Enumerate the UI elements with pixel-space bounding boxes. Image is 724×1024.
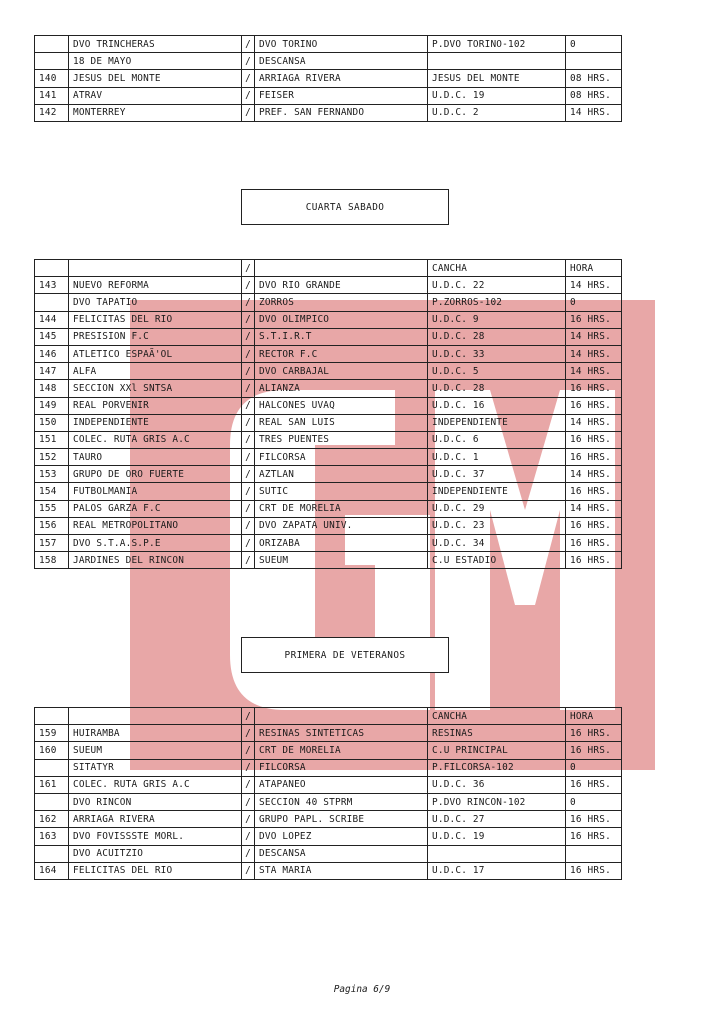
separator-cell: / <box>242 311 255 328</box>
home-team-cell: FUTBOLMANIA <box>69 483 242 500</box>
separator-cell: / <box>242 776 255 793</box>
time-cell: 08 HRS. <box>566 70 622 87</box>
home-team-cell: DVO RINCON <box>69 793 242 810</box>
match-number-cell: 156 <box>35 517 69 534</box>
time-cell: 16 HRS. <box>566 862 622 879</box>
separator-cell: / <box>242 414 255 431</box>
field-cell: RESINAS <box>428 725 566 742</box>
home-team-cell: SITATYR <box>69 759 242 776</box>
match-number-cell: 160 <box>35 742 69 759</box>
away-team-cell: CRT DE MORELIA <box>255 742 428 759</box>
table-row <box>35 466 622 483</box>
field-cell: U.D.C. 6 <box>428 431 566 448</box>
field-cell <box>428 845 566 862</box>
home-team-cell: SUEUM <box>69 742 242 759</box>
table-row <box>35 87 622 104</box>
home-team-cell <box>69 708 242 725</box>
away-team-cell: SUTIC <box>255 483 428 500</box>
away-team-cell: DVO TORINO <box>255 36 428 53</box>
field-cell: P.DVO TORINO-102 <box>428 36 566 53</box>
table-row <box>35 759 622 776</box>
away-team-cell: ORIZABA <box>255 535 428 552</box>
separator-cell: / <box>242 862 255 879</box>
match-number-cell <box>35 759 69 776</box>
time-cell: 14 HRS. <box>566 104 622 121</box>
field-cell: U.D.C. 2 <box>428 104 566 121</box>
match-number-cell: 158 <box>35 552 69 569</box>
time-cell: 16 HRS. <box>566 811 622 828</box>
field-cell: CANCHA <box>428 260 566 277</box>
away-team-cell: DESCANSA <box>255 845 428 862</box>
field-cell: U.D.C. 23 <box>428 517 566 534</box>
table-row <box>35 449 622 466</box>
separator-cell: / <box>242 260 255 277</box>
time-cell: 14 HRS. <box>566 414 622 431</box>
field-cell: U.D.C. 19 <box>428 87 566 104</box>
away-team-cell: CRT DE MORELIA <box>255 500 428 517</box>
time-cell: 16 HRS. <box>566 535 622 552</box>
field-cell: U.D.C. 37 <box>428 466 566 483</box>
schedule-table-primera-veteranos <box>34 707 622 880</box>
separator-cell: / <box>242 725 255 742</box>
time-cell: 16 HRS. <box>566 311 622 328</box>
home-team-cell: DVO TRINCHERAS <box>69 36 242 53</box>
field-cell: U.D.C. 16 <box>428 397 566 414</box>
table-row <box>35 793 622 810</box>
field-cell <box>428 53 566 70</box>
away-team-cell: DVO CARBAJAL <box>255 363 428 380</box>
separator-cell: / <box>242 708 255 725</box>
field-cell: C.U ESTADIO <box>428 552 566 569</box>
separator-cell: / <box>242 104 255 121</box>
time-cell: HORA <box>566 708 622 725</box>
time-cell: 16 HRS. <box>566 742 622 759</box>
time-cell: 16 HRS. <box>566 517 622 534</box>
home-team-cell: DVO TAPATIO <box>69 294 242 311</box>
match-number-cell: 140 <box>35 70 69 87</box>
away-team-cell: FILCORSA <box>255 759 428 776</box>
separator-cell: / <box>242 466 255 483</box>
table-row <box>35 363 622 380</box>
time-cell: 16 HRS. <box>566 483 622 500</box>
separator-cell: / <box>242 552 255 569</box>
separator-cell: / <box>242 517 255 534</box>
separator-cell: / <box>242 328 255 345</box>
separator-cell: / <box>242 742 255 759</box>
separator-cell: / <box>242 828 255 845</box>
home-team-cell: JESUS DEL MONTE <box>69 70 242 87</box>
match-number-cell <box>35 294 69 311</box>
match-number-cell: 154 <box>35 483 69 500</box>
match-number-cell: 151 <box>35 431 69 448</box>
home-team-cell: JARDINES DEL RINCON <box>69 552 242 569</box>
match-number-cell: 144 <box>35 311 69 328</box>
away-team-cell: DVO ZAPATA UNIV. <box>255 517 428 534</box>
away-team-cell: AZTLAN <box>255 466 428 483</box>
field-cell: U.D.C. 5 <box>428 363 566 380</box>
section-title-cuarta-sabado: CUARTA SABADO <box>241 189 449 225</box>
time-cell: 16 HRS. <box>566 776 622 793</box>
match-number-cell: 143 <box>35 277 69 294</box>
match-number-cell: 153 <box>35 466 69 483</box>
table-row <box>35 311 622 328</box>
home-team-cell: DVO FOVISSSTE MORL. <box>69 828 242 845</box>
table-row <box>35 776 622 793</box>
section-title-primera-veteranos: PRIMERA DE VETERANOS <box>241 637 449 673</box>
match-number-cell <box>35 36 69 53</box>
separator-cell: / <box>242 380 255 397</box>
schedule-table-cuarta-sabado <box>34 259 622 569</box>
away-team-cell: DVO OLIMPICO <box>255 311 428 328</box>
away-team-cell: ATAPANEO <box>255 776 428 793</box>
field-cell: CANCHA <box>428 708 566 725</box>
home-team-cell: HUIRAMBA <box>69 725 242 742</box>
home-team-cell: COLEC. RUTA GRIS A.C <box>69 431 242 448</box>
separator-cell: / <box>242 431 255 448</box>
time-cell: 16 HRS. <box>566 397 622 414</box>
table-row <box>35 742 622 759</box>
separator-cell: / <box>242 483 255 500</box>
home-team-cell: DVO S.T.A.S.P.E <box>69 535 242 552</box>
time-cell: HORA <box>566 260 622 277</box>
home-team-cell: ATRAV <box>69 87 242 104</box>
table-row <box>35 725 622 742</box>
table-row <box>35 104 622 121</box>
home-team-cell: FELICITAS DEL RIO <box>69 311 242 328</box>
match-number-cell: 148 <box>35 380 69 397</box>
away-team-cell: FILCORSA <box>255 449 428 466</box>
separator-cell: / <box>242 363 255 380</box>
home-team-cell: REAL PORVENIR <box>69 397 242 414</box>
table-row <box>35 862 622 879</box>
time-cell: 16 HRS. <box>566 552 622 569</box>
table-row <box>35 500 622 517</box>
home-team-cell: SECCION XXl SNTSA <box>69 380 242 397</box>
separator-cell: / <box>242 793 255 810</box>
home-team-cell: GRUPO DE ORO FUERTE <box>69 466 242 483</box>
separator-cell: / <box>242 345 255 362</box>
time-cell: 08 HRS. <box>566 87 622 104</box>
separator-cell: / <box>242 449 255 466</box>
away-team-cell: TRES PUENTES <box>255 431 428 448</box>
table-row <box>35 828 622 845</box>
time-cell: 0 <box>566 793 622 810</box>
away-team-cell: ARRIAGA RIVERA <box>255 70 428 87</box>
away-team-cell: ALIANZA <box>255 380 428 397</box>
match-number-cell <box>35 53 69 70</box>
home-team-cell: ATLETICO ESPAÃ'OL <box>69 345 242 362</box>
match-number-cell: 157 <box>35 535 69 552</box>
field-cell: JESUS DEL MONTE <box>428 70 566 87</box>
match-number-cell: 145 <box>35 328 69 345</box>
match-number-cell: 147 <box>35 363 69 380</box>
separator-cell: / <box>242 294 255 311</box>
match-number-cell <box>35 260 69 277</box>
field-cell: U.D.C. 17 <box>428 862 566 879</box>
home-team-cell: PALOS GARZA F.C <box>69 500 242 517</box>
table-row <box>35 294 622 311</box>
home-team-cell: DVO ACUITZIO <box>69 845 242 862</box>
field-cell: U.D.C. 29 <box>428 500 566 517</box>
field-cell: U.D.C. 28 <box>428 328 566 345</box>
field-cell: U.D.C. 27 <box>428 811 566 828</box>
table-row <box>35 397 622 414</box>
time-cell: 14 HRS. <box>566 500 622 517</box>
separator-cell: / <box>242 759 255 776</box>
time-cell: 16 HRS. <box>566 828 622 845</box>
away-team-cell: RESINAS SINTETICAS <box>255 725 428 742</box>
time-cell <box>566 53 622 70</box>
field-cell: P.ZORROS-102 <box>428 294 566 311</box>
table-row <box>35 552 622 569</box>
separator-cell: / <box>242 500 255 517</box>
match-number-cell: 159 <box>35 725 69 742</box>
home-team-cell: PRESISION F.C <box>69 328 242 345</box>
schedule-table-top <box>34 35 622 122</box>
home-team-cell: MONTERREY <box>69 104 242 121</box>
home-team-cell: ALFA <box>69 363 242 380</box>
away-team-cell: S.T.I.R.T <box>255 328 428 345</box>
time-cell: 14 HRS. <box>566 328 622 345</box>
time-cell: 14 HRS. <box>566 363 622 380</box>
time-cell: 14 HRS. <box>566 345 622 362</box>
separator-cell: / <box>242 811 255 828</box>
match-number-cell: 141 <box>35 87 69 104</box>
table-row <box>35 36 622 53</box>
match-number-cell <box>35 708 69 725</box>
table-row <box>35 53 622 70</box>
time-cell: 14 HRS. <box>566 277 622 294</box>
time-cell: 16 HRS. <box>566 449 622 466</box>
field-cell: U.D.C. 34 <box>428 535 566 552</box>
away-team-cell <box>255 260 428 277</box>
time-cell: 16 HRS. <box>566 725 622 742</box>
field-cell: U.D.C. 9 <box>428 311 566 328</box>
field-cell: U.D.C. 19 <box>428 828 566 845</box>
home-team-cell: 18 DE MAYO <box>69 53 242 70</box>
table-row <box>35 535 622 552</box>
away-team-cell: RECTOR F.C <box>255 345 428 362</box>
table-row <box>35 345 622 362</box>
table-row <box>35 431 622 448</box>
time-cell: 0 <box>566 294 622 311</box>
table-row <box>35 517 622 534</box>
time-cell: 14 HRS. <box>566 466 622 483</box>
table-row <box>35 70 622 87</box>
time-cell: 0 <box>566 36 622 53</box>
match-number-cell: 162 <box>35 811 69 828</box>
field-cell: P.DVO RINCON-102 <box>428 793 566 810</box>
field-cell: U.D.C. 33 <box>428 345 566 362</box>
match-number-cell: 155 <box>35 500 69 517</box>
match-number-cell: 152 <box>35 449 69 466</box>
home-team-cell: NUEVO REFORMA <box>69 277 242 294</box>
separator-cell: / <box>242 36 255 53</box>
home-team-cell <box>69 260 242 277</box>
match-number-cell: 149 <box>35 397 69 414</box>
table-row <box>35 845 622 862</box>
home-team-cell: COLEC. RUTA GRIS A.C <box>69 776 242 793</box>
table-row <box>35 260 622 277</box>
home-team-cell: REAL METROPOLITANO <box>69 517 242 534</box>
time-cell: 0 <box>566 759 622 776</box>
match-number-cell: 142 <box>35 104 69 121</box>
away-team-cell: DVO LOPEZ <box>255 828 428 845</box>
match-number-cell <box>35 793 69 810</box>
field-cell: C.U PRINCIPAL <box>428 742 566 759</box>
table-row <box>35 380 622 397</box>
away-team-cell <box>255 708 428 725</box>
table-row <box>35 811 622 828</box>
match-number-cell: 146 <box>35 345 69 362</box>
away-team-cell: REAL SAN LUIS <box>255 414 428 431</box>
separator-cell: / <box>242 845 255 862</box>
time-cell: 16 HRS. <box>566 431 622 448</box>
match-number-cell: 161 <box>35 776 69 793</box>
field-cell: INDEPENDIENTE <box>428 483 566 500</box>
separator-cell: / <box>242 53 255 70</box>
away-team-cell: SUEUM <box>255 552 428 569</box>
separator-cell: / <box>242 397 255 414</box>
time-cell: 16 HRS. <box>566 380 622 397</box>
match-number-cell: 150 <box>35 414 69 431</box>
match-number-cell: 163 <box>35 828 69 845</box>
field-cell: U.D.C. 1 <box>428 449 566 466</box>
field-cell: INDEPENDIENTE <box>428 414 566 431</box>
away-team-cell: HALCONES UVAQ <box>255 397 428 414</box>
away-team-cell: DVO RIO GRANDE <box>255 277 428 294</box>
home-team-cell: ARRIAGA RIVERA <box>69 811 242 828</box>
time-cell <box>566 845 622 862</box>
home-team-cell: FELICITAS DEL RIO <box>69 862 242 879</box>
table-row <box>35 414 622 431</box>
away-team-cell: ZORROS <box>255 294 428 311</box>
away-team-cell: PREF. SAN FERNANDO <box>255 104 428 121</box>
away-team-cell: DESCANSA <box>255 53 428 70</box>
away-team-cell: SECCION 40 STPRM <box>255 793 428 810</box>
away-team-cell: GRUPO PAPL. SCRIBE <box>255 811 428 828</box>
match-number-cell: 164 <box>35 862 69 879</box>
table-row <box>35 328 622 345</box>
table-row <box>35 483 622 500</box>
field-cell: P.FILCORSA-102 <box>428 759 566 776</box>
field-cell: U.D.C. 36 <box>428 776 566 793</box>
match-number-cell <box>35 845 69 862</box>
separator-cell: / <box>242 70 255 87</box>
separator-cell: / <box>242 535 255 552</box>
table-row <box>35 277 622 294</box>
field-cell: U.D.C. 22 <box>428 277 566 294</box>
table-row <box>35 708 622 725</box>
away-team-cell: FEISER <box>255 87 428 104</box>
field-cell: U.D.C. 28 <box>428 380 566 397</box>
separator-cell: / <box>242 277 255 294</box>
home-team-cell: INDEPENDIENTE <box>69 414 242 431</box>
home-team-cell: TAURO <box>69 449 242 466</box>
page-number: Pagina 6/9 <box>333 984 391 995</box>
away-team-cell: STA MARIA <box>255 862 428 879</box>
separator-cell: / <box>242 87 255 104</box>
